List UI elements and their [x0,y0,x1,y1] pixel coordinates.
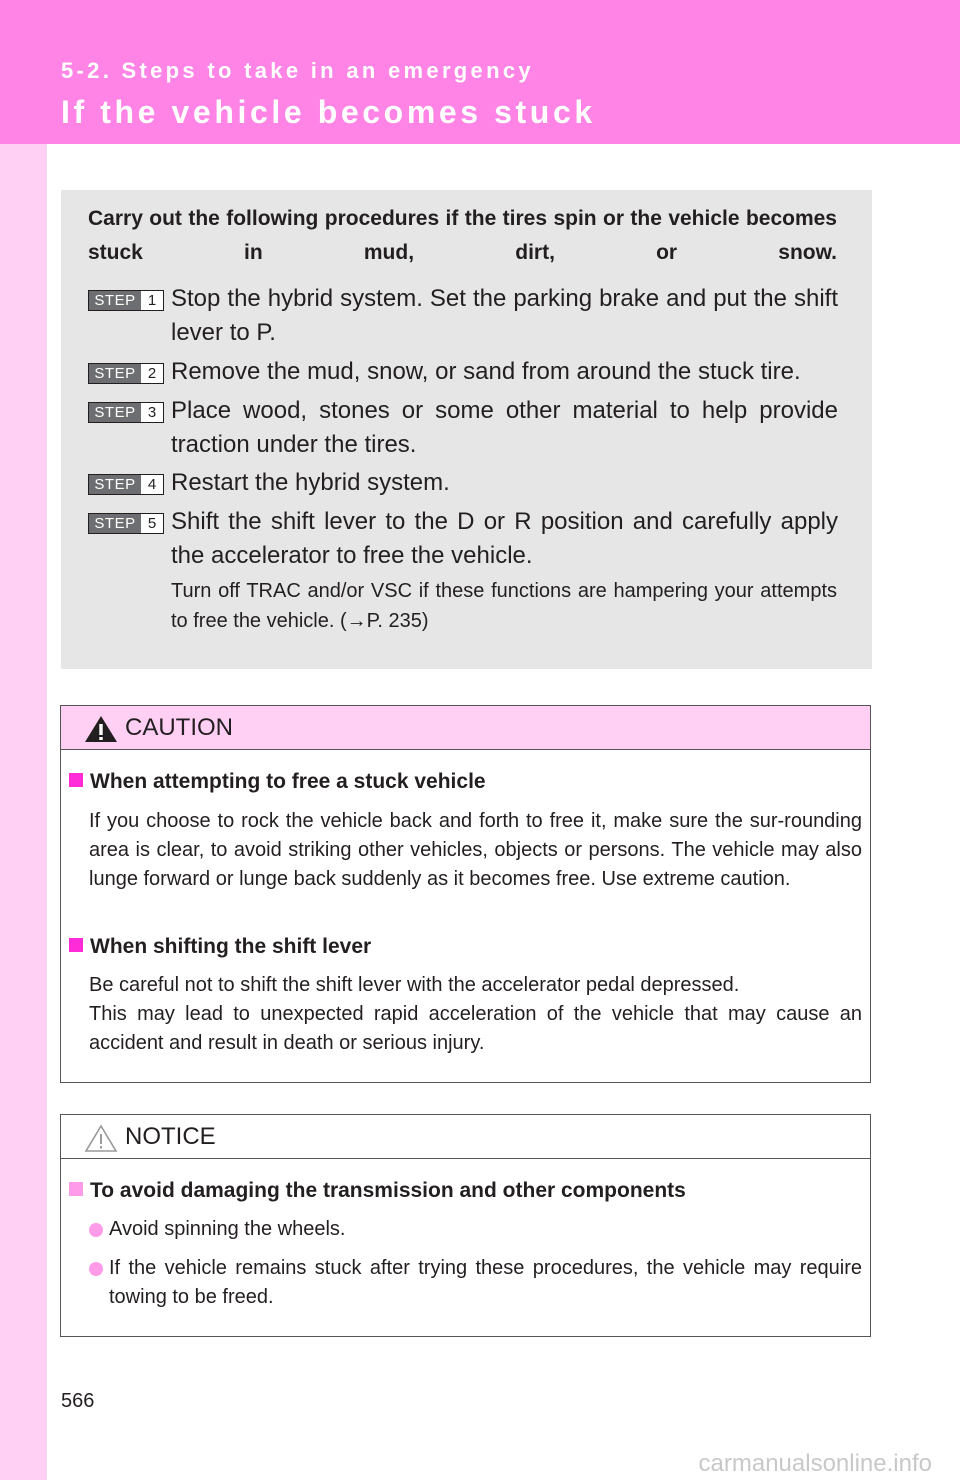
step-text: Remove the mud, snow, or sand from around the stuck tire. [171,358,801,385]
notice-heading [69,1176,864,1206]
step-badge-word: STEP [89,514,141,533]
circle-bullet-icon [89,1262,103,1276]
step-badge-number: 4 [147,476,157,493]
notice-bullet [89,1215,862,1244]
step-badge [88,474,164,495]
caution-heading-text: When shifting the shift lever [90,935,372,958]
caution-paragraph: This may lead to unexpected rapid acceleration of the vehicle that may cause an accident and result in death or serious injury. [89,1003,862,1054]
procedure-intro: Carry out the following procedures if the tires spin or the vehicle becomes stuck in mud, dirt, or snow. [88,207,837,264]
step-badge-word: STEP [89,403,141,422]
page-header [0,0,960,144]
page-title: If the vehicle becomes stuck [61,94,596,130]
step-text: Place wood, stones or some other material to help provide traction under the tires. [171,397,838,458]
step-text: Shift the shift lever to the D or R position and carefully apply the accelerator to free the vehicle. [171,508,838,569]
notice-bullet-text: Avoid spinning the wheels. [109,1218,346,1240]
step-badge [88,513,164,534]
caution-heading-2 [69,932,864,962]
warning-triangle-icon [83,714,119,744]
step-badge-word: STEP [89,291,141,310]
step-text: Restart the hybrid system. [171,469,450,496]
caution-paragraph: If you choose to rock the vehicle back and forth to free it, make sure the sur-rounding area is clear, to avoid striking other vehicles, objects or persons. The vehicle may also lunge forward or lunge back suddenly as it becomes free. Use extreme caution. [89,810,862,890]
notice-header [61,1115,870,1159]
page-number: 566 [61,1390,95,1412]
procedure-panel [61,190,872,669]
step-badge-word: STEP [89,364,141,383]
step-badge [88,290,164,311]
caution-heading-1 [69,767,864,797]
caution-heading-text: When attempting to free a stuck vehicle [90,770,486,793]
section-number: 5-2. Steps to take in an emergency [61,58,534,83]
step-note: Turn off TRAC and/or VSC if these functions are hampering your attempts to free the vehicle. (→P. 235) [171,580,837,632]
side-band [0,144,47,1480]
warning-triangle-outline-icon [83,1123,119,1153]
caution-box [60,705,871,1083]
notice-box [60,1114,871,1337]
notice-bullet [89,1254,862,1312]
caution-label: CAUTION [125,714,233,741]
step-badge [88,363,164,384]
step-badge-word: STEP [89,475,141,494]
step-text: Stop the hybrid system. Set the parking brake and put the shift lever to P. [171,285,838,346]
square-bullet-icon [69,773,83,787]
caution-paragraph: Be careful not to shift the shift lever with the accelerator pedal depressed. [89,974,740,996]
caution-header [61,706,870,750]
notice-label: NOTICE [125,1123,216,1150]
step-badge-number: 3 [147,404,157,421]
watermark: carmanualsonline.info [698,1450,932,1477]
circle-bullet-icon [89,1223,103,1237]
step-badge-number: 1 [147,292,157,309]
step-badge-number: 5 [147,515,157,532]
notice-bullet-text: If the vehicle remains stuck after trying these procedures, the vehicle may require towing to be freed. [109,1257,862,1308]
square-bullet-icon [69,1182,83,1196]
square-bullet-icon [69,938,83,952]
step-badge [88,402,164,423]
step-badge-number: 2 [147,365,157,382]
notice-heading-text: To avoid damaging the transmission and other components [90,1179,686,1202]
